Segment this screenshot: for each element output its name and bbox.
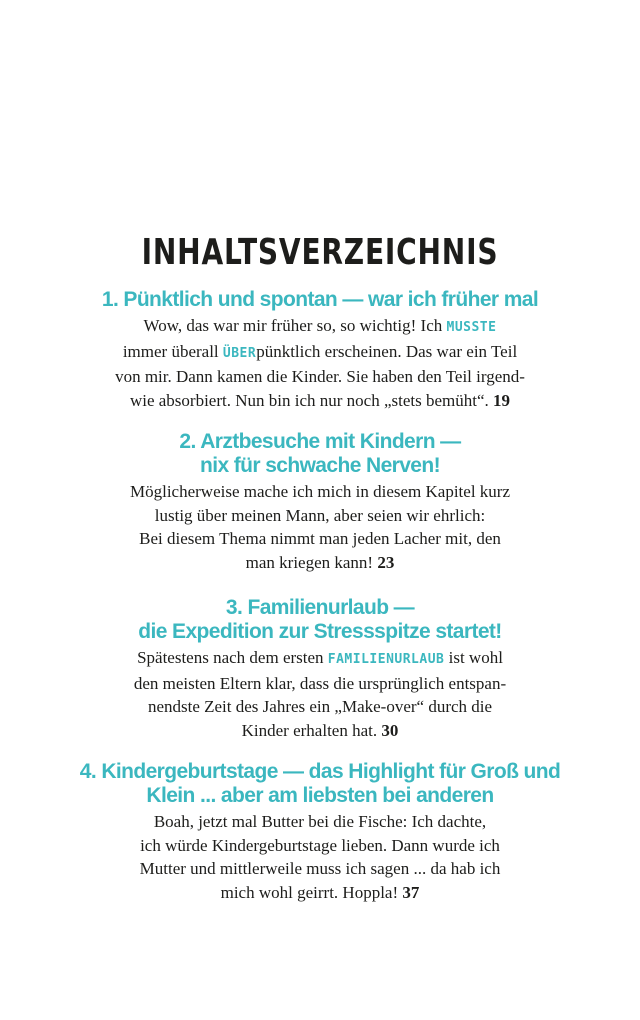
heading-line: 4. Kindergeburtstage — das Highlight für Groß und <box>79 760 561 783</box>
toc-entry-4 <box>60 760 580 904</box>
heading-line: nix für schwache Nerven! <box>199 454 441 477</box>
summary-line: ich würde Kindergeburtstage lieben. Dann wurde ich <box>140 835 500 855</box>
page-number: 23 <box>377 552 395 572</box>
summary-text: Kinder erhalten hat. <box>241 720 382 740</box>
summary-line <box>60 551 580 575</box>
summary-line: Mutter und mittlerweile muss ich sagen ... da hab ich <box>139 859 501 878</box>
page-number: 19 <box>493 390 511 410</box>
toc-entry-2 <box>60 430 580 574</box>
chapter-summary <box>60 810 580 904</box>
chapter-heading <box>60 430 580 478</box>
summary-text: Wow, das war mir früher so, so wichtig! Ich <box>143 316 447 335</box>
summary-line <box>60 881 580 905</box>
summary-line: Möglicherweise mache ich mich in diesem Kapitel kurz <box>129 482 510 501</box>
summary-text: ist wohl <box>444 648 503 667</box>
highlight-word: FAMILIENURLAUB <box>327 652 445 667</box>
page-number: 30 <box>381 720 399 740</box>
heading-line: die Expedition zur Stressspitze startet! <box>138 620 502 643</box>
summary-line: lustig über meinen Mann, aber seien wir ehrlich: <box>154 505 486 525</box>
summary-line: Bei diesem Thema nimmt man jeden Lacher mit, den <box>139 529 501 548</box>
heading-line: Klein ... aber am liebsten bei anderen <box>146 784 494 807</box>
heading-line: 1. Pünktlich und spontan — war ich früher mal <box>101 288 539 311</box>
chapter-summary <box>60 480 580 574</box>
summary-line <box>60 646 580 672</box>
summary-text: Spätestens nach dem ersten <box>137 648 328 667</box>
highlight-word: MUSSTE <box>446 320 497 335</box>
toc-entry-3 <box>60 596 580 742</box>
summary-text: man kriegen kann! <box>245 552 378 572</box>
heading-line: 2. Arztbesuche mit Kindern — <box>179 430 461 453</box>
summary-text: wie absorbiert. Nun bin ich nur noch „stets bemüht“. <box>129 390 494 410</box>
summary-line: von mir. Dann kamen die Kinder. Sie haben den Teil irgend- <box>115 367 525 386</box>
heading-line: 3. Familienurlaub — <box>225 596 415 619</box>
summary-line <box>60 314 580 340</box>
toc-entry-1 <box>60 288 580 412</box>
summary-text: immer überall <box>122 341 223 361</box>
summary-text: mich wohl geirrt. Hoppla! <box>220 882 403 902</box>
summary-line <box>60 389 580 413</box>
chapter-summary <box>60 646 580 742</box>
summary-text: pünktlich erscheinen. Das war ein Teil <box>256 341 518 361</box>
summary-line: den meisten Eltern klar, dass die ursprünglich entspan- <box>133 673 507 693</box>
page-number: 37 <box>402 882 420 902</box>
highlight-word: ÜBER <box>222 345 257 361</box>
page-title: INHALTSVERZEICHNIS <box>141 232 499 273</box>
chapter-heading <box>60 288 580 312</box>
summary-line: nendste Zeit des Jahres ein „Make-over“ durch die <box>147 697 493 716</box>
chapter-heading <box>60 760 580 808</box>
chapter-heading <box>60 596 580 644</box>
chapter-summary <box>60 314 580 412</box>
summary-line: Boah, jetzt mal Butter bei die Fische: Ich dachte, <box>153 812 487 831</box>
summary-line <box>60 719 580 743</box>
summary-line <box>60 340 580 366</box>
